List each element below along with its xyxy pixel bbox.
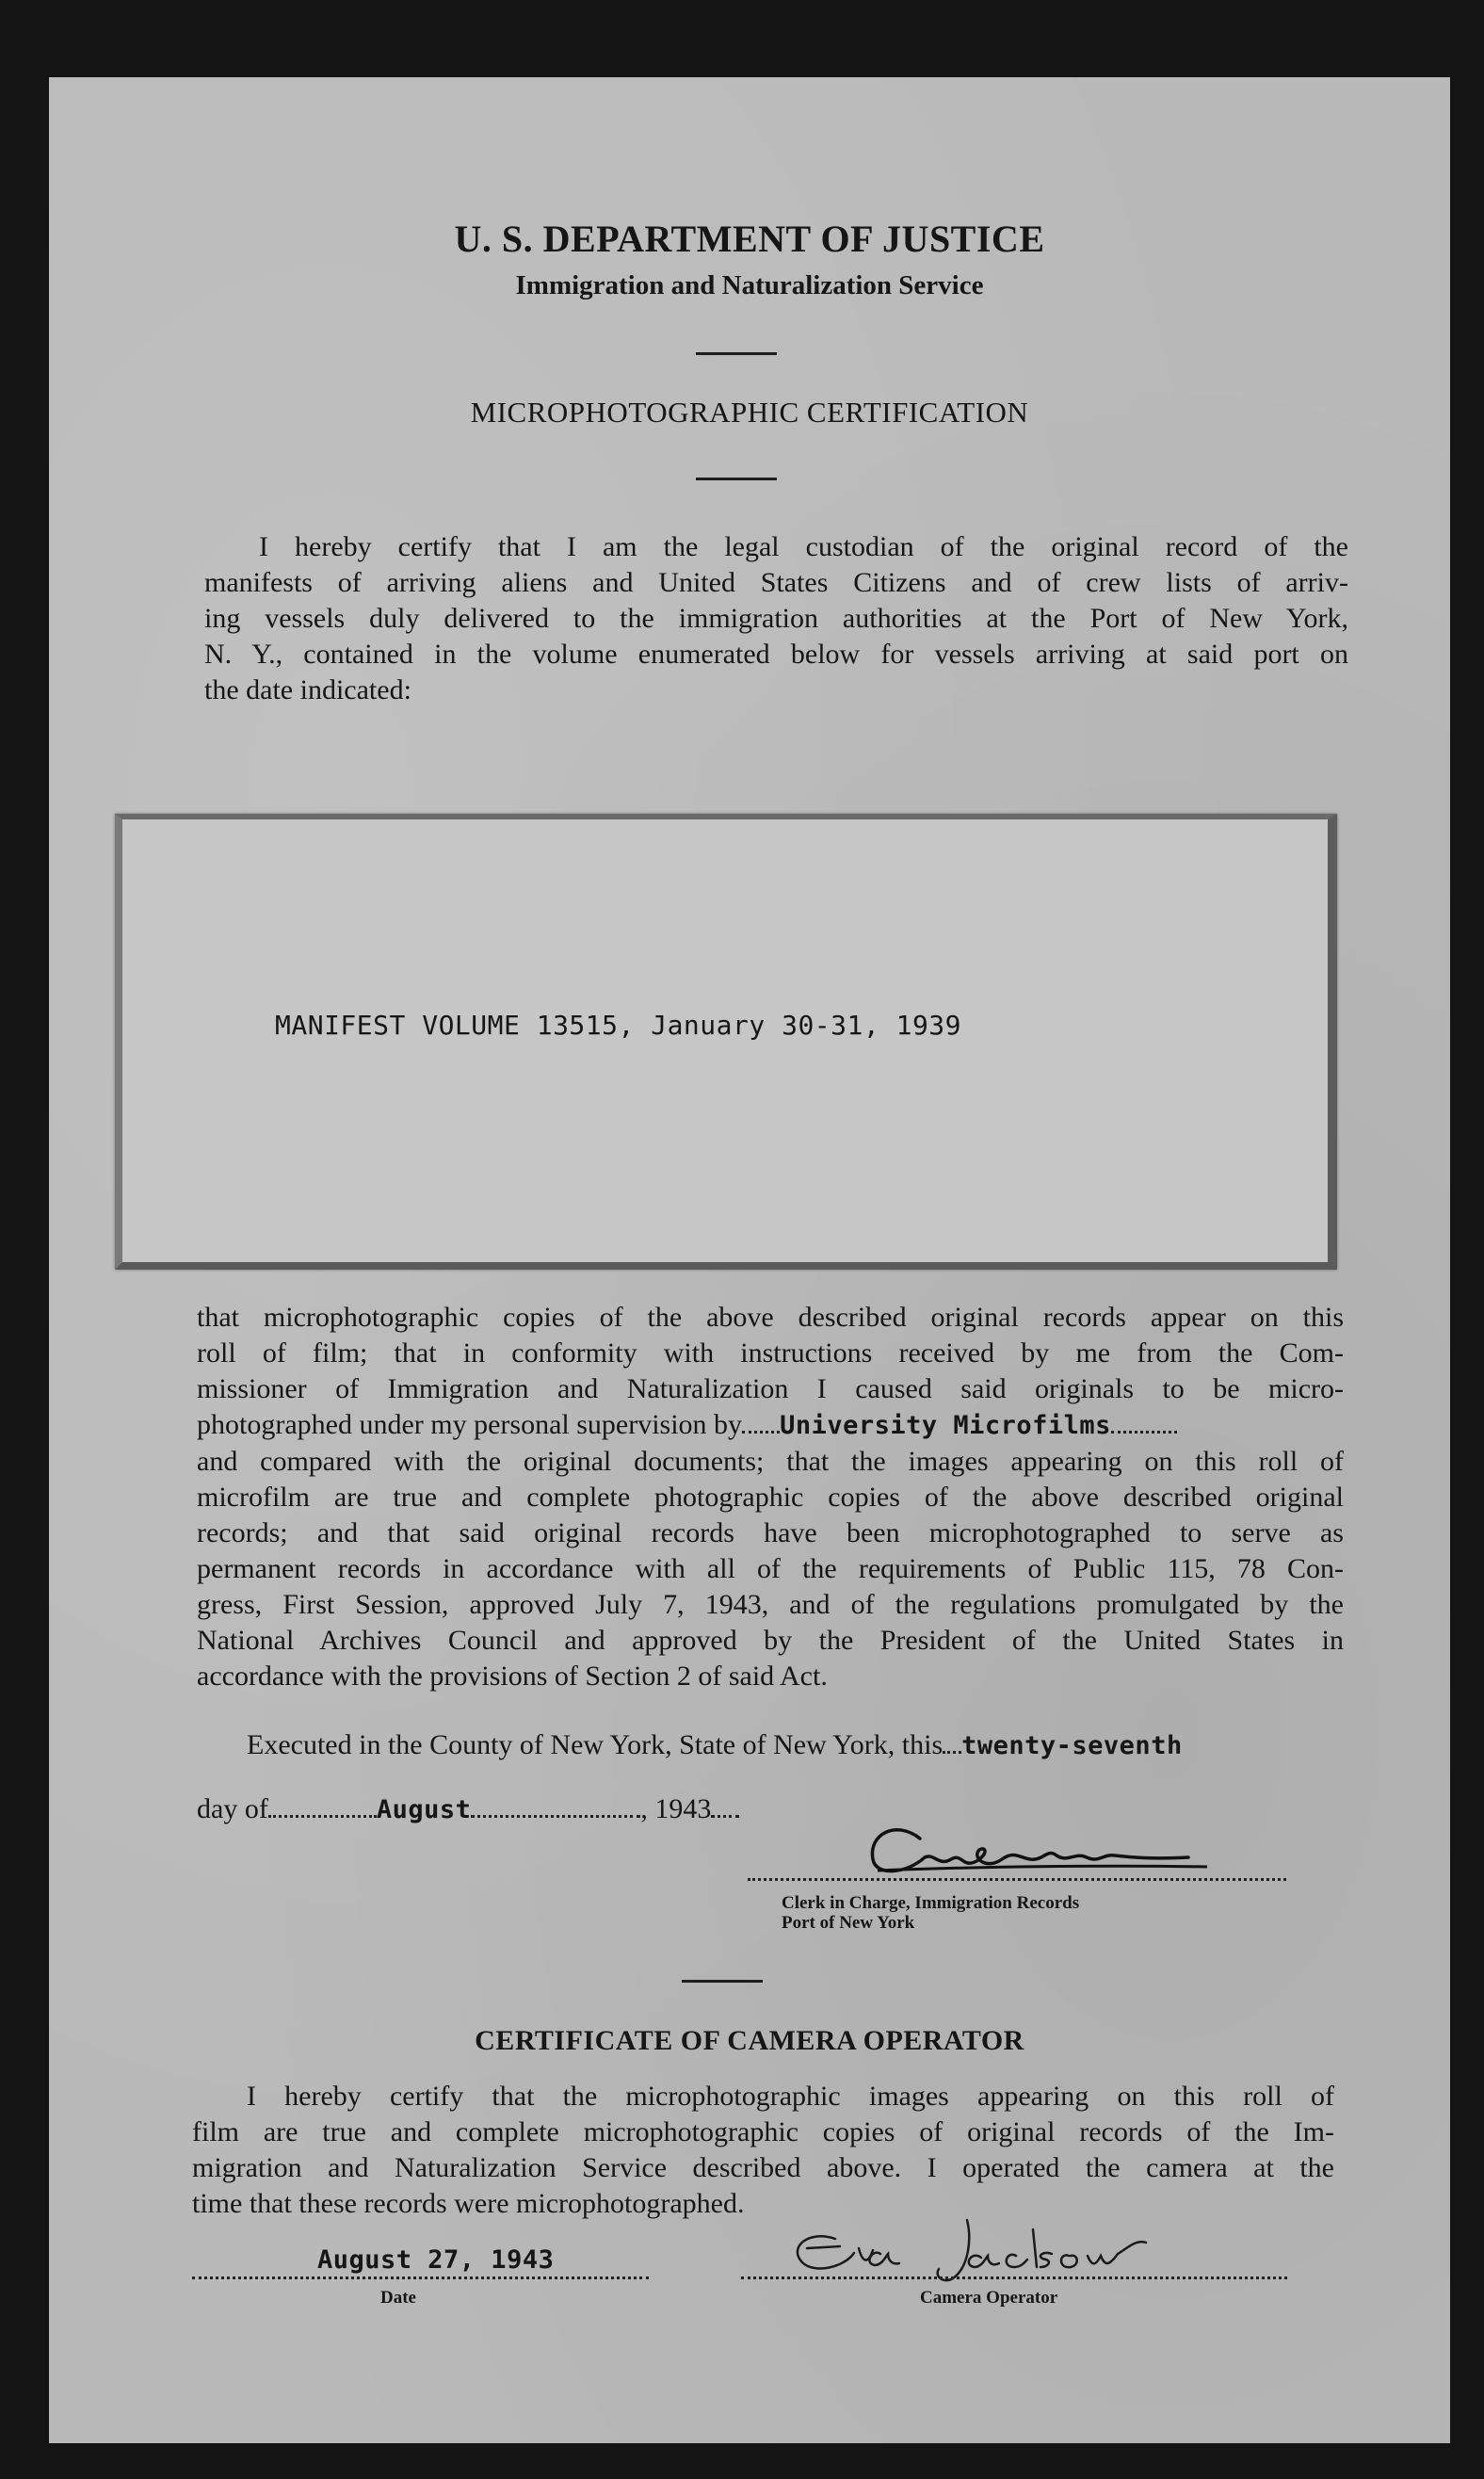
- camera-date-label: Date: [380, 2288, 416, 2308]
- camera-line: migration and Naturalization Service described above. I operated the camera at the: [192, 2152, 1334, 2183]
- clerk-signature-line: [748, 1878, 1286, 1881]
- clerk-title: [782, 1893, 1079, 1933]
- dotted-fill: [268, 1815, 377, 1818]
- intro-line: N. Y., contained in the volume enumerated below for vessels arriving at said port on: [204, 639, 1348, 670]
- body-line: permanent records in accordance with all of the requirements of Public 115, 78 Con-: [197, 1553, 1344, 1584]
- dotted-fill: [711, 1815, 739, 1818]
- divider-rule: [696, 478, 777, 480]
- body-paragraph: [197, 1300, 1344, 1694]
- dotted-fill: [943, 1751, 961, 1754]
- camera-line: time that these records were microphotographed.: [192, 2188, 745, 2219]
- manifest-volume-text: MANIFEST VOLUME 13515, January 30-31, 1939: [275, 1010, 962, 1041]
- executed-day-value: twenty-seventh: [961, 1731, 1183, 1760]
- intro-paragraph: [204, 529, 1348, 708]
- intro-line: ing vessels duly delivered to the immigration authorities at the Port of New York,: [204, 603, 1348, 634]
- clerk-signature: [821, 1801, 1245, 1886]
- executed-text: Executed in the County of New York, State of New York, this: [247, 1729, 944, 1760]
- body-line: records; and that said original records have been microphotographed to serve as: [197, 1517, 1344, 1548]
- body-line: and compared with the original documents; that the images appearing on this roll of: [197, 1446, 1344, 1477]
- camera-date-line: [192, 2276, 649, 2279]
- body-line: roll of film; that in conformity with instructions received by me from the Com-: [197, 1337, 1344, 1369]
- photographed-prefix: photographed under my personal supervision by: [197, 1409, 743, 1440]
- intro-line: manifests of arriving aliens and United States Citizens and of crew lists of arriv-: [204, 567, 1348, 598]
- photographed-by-value: University Microfilms: [780, 1411, 1111, 1440]
- manifest-slip: [115, 814, 1337, 1270]
- body-line: gress, First Session, approved July 7, 1943, and of the regulations promulgated by the: [197, 1589, 1344, 1620]
- executed-line: [247, 1727, 1183, 1764]
- divider-rule: [696, 352, 777, 355]
- body-line: accordance with the provisions of Section 2 of said Act.: [197, 1661, 828, 1692]
- body-line: National Archives Council and approved by the President of the United States in: [197, 1625, 1344, 1656]
- intro-line: I hereby certify that I am the legal custodian of the original record of the: [259, 531, 1348, 562]
- clerk-signature-drawing: [821, 1801, 1245, 1886]
- operator-signature-drawing: [769, 2201, 1202, 2286]
- month-value: August: [376, 1795, 472, 1824]
- dotted-fill: [1111, 1431, 1177, 1434]
- body-line: missioner of Immigration and Naturalization I caused said originals to be micro-: [197, 1373, 1344, 1404]
- camera-operator-label: Camera Operator: [920, 2288, 1058, 2308]
- day-of-label: day of: [197, 1793, 268, 1824]
- body-line: microfilm are true and complete photographic copies of the above described original: [197, 1482, 1344, 1513]
- year-value: , 1943: [640, 1793, 712, 1824]
- service-subheading: Immigration and Naturalization Service: [515, 270, 984, 300]
- certification-title: MICROPHOTOGRAPHIC CERTIFICATION: [470, 396, 1029, 429]
- department-heading: U. S. DEPARTMENT OF JUSTICE: [454, 218, 1045, 260]
- camera-line: I hereby certify that the microphotographic images appearing on this roll of: [247, 2081, 1334, 2112]
- clerk-title-line: Clerk in Charge, Immigration Records: [782, 1893, 1080, 1913]
- operator-signature: [769, 2201, 1202, 2286]
- dotted-fill: [742, 1431, 780, 1434]
- camera-certificate-title: CERTIFICATE OF CAMERA OPERATOR: [475, 2025, 1024, 2056]
- camera-line: film are true and complete microphotographic copies of original records of the Im-: [192, 2116, 1334, 2147]
- divider-rule: [682, 1980, 763, 1983]
- clerk-title-line: Port of New York: [782, 1913, 915, 1933]
- photographed-line: [197, 1407, 1344, 1444]
- intro-line: the date indicated:: [204, 674, 411, 705]
- camera-date-value: August 27, 1943: [317, 2245, 555, 2275]
- body-line: that microphotographic copies of the above described original records appear on this: [197, 1302, 1344, 1333]
- dotted-fill: [471, 1815, 640, 1818]
- document-page: [49, 77, 1450, 2443]
- day-of-line: [197, 1791, 739, 1828]
- camera-operator-line: [741, 2276, 1287, 2279]
